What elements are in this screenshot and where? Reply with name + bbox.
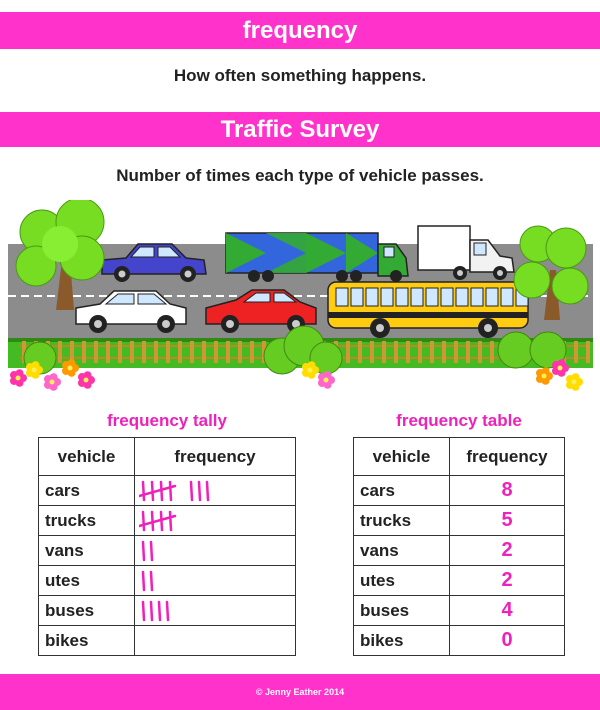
bus-window [426, 288, 438, 306]
column-header-frequency: frequency [450, 438, 565, 476]
table-row [39, 506, 296, 536]
tally-stroke [143, 542, 144, 560]
tally-marks [139, 568, 165, 594]
fence-post [358, 341, 362, 363]
title-banner [0, 12, 600, 49]
tally-marks-cell [135, 626, 296, 656]
table-row [39, 626, 296, 656]
fence-post [586, 341, 590, 363]
tally-stroke [143, 482, 144, 500]
frequency-count-cell: 4 [450, 596, 565, 626]
fence-post [346, 341, 350, 363]
vehicle-cell: cars [354, 476, 450, 506]
flower [78, 371, 95, 389]
tally-stroke [207, 482, 208, 500]
copyright-credit: © Jenny Eather 2014 [255, 687, 345, 697]
fence-post [106, 341, 110, 363]
vehicle-cell: buses [354, 596, 450, 626]
tally-marks-cell [135, 506, 296, 536]
fence-post [382, 341, 386, 363]
fence-post [226, 341, 230, 363]
bus-window [366, 288, 378, 306]
tally-marks-cell [135, 476, 296, 506]
bus-window [456, 288, 468, 306]
tally-marks [139, 478, 221, 504]
tally-stroke [170, 482, 171, 500]
fence-post [154, 341, 158, 363]
vehicle-cell: buses [39, 596, 135, 626]
frequency-count-cell: 2 [450, 566, 565, 596]
fence-post [118, 341, 122, 363]
tally-marks [139, 598, 181, 624]
vehicle-cell: trucks [354, 506, 450, 536]
fence-post [394, 341, 398, 363]
tally-marks [139, 508, 197, 534]
traffic-scene-illustration [0, 200, 600, 400]
frequency-count-cell: 5 [450, 506, 565, 536]
tally-stroke [199, 482, 200, 500]
vehicle-cell: utes [39, 566, 135, 596]
fence-post [166, 341, 170, 363]
flower [318, 371, 335, 389]
table-row [39, 536, 296, 566]
vehicle-cell: vans [354, 536, 450, 566]
fence-post [238, 341, 242, 363]
tally-table [38, 437, 296, 656]
tally-stroke [170, 512, 171, 530]
frequency-table-title: frequency table [396, 411, 522, 430]
column-header-frequency: frequency [135, 438, 296, 476]
fence-post [466, 341, 470, 363]
vehicle-cell: trucks [39, 506, 135, 536]
survey-caption: Number of times each type of vehicle passes. [116, 166, 484, 185]
tally-stroke [143, 572, 144, 590]
table-row [354, 536, 565, 566]
tally-stroke [191, 482, 192, 500]
fence-post [202, 341, 206, 363]
table-row [39, 566, 296, 596]
section-banner [0, 112, 600, 147]
fence-post [418, 341, 422, 363]
footer-banner [0, 674, 600, 710]
frequency-count-cell: 8 [450, 476, 565, 506]
tally-stroke [151, 542, 152, 560]
fence-post [454, 341, 458, 363]
tally-stroke [159, 602, 160, 620]
table-header-row [354, 438, 565, 476]
fence-post [178, 341, 182, 363]
tally-stroke [143, 602, 144, 620]
table-row [354, 596, 565, 626]
column-header-vehicle: vehicle [39, 438, 135, 476]
vehicle-cell: cars [39, 476, 135, 506]
fence-post [478, 341, 482, 363]
tally-marks-cell [135, 536, 296, 566]
frequency-count-cell: 0 [450, 626, 565, 656]
vehicle-cell: vans [39, 536, 135, 566]
vehicle-cell: bikes [39, 626, 135, 656]
tally-table-title: frequency tally [107, 411, 227, 430]
table-header-row [39, 438, 296, 476]
tally-stroke [143, 512, 144, 530]
page-title: frequency [242, 17, 358, 44]
bus-window [396, 288, 408, 306]
bus-window [336, 288, 348, 306]
flower [44, 373, 61, 391]
bus-window [411, 288, 423, 306]
fence-post [58, 341, 62, 363]
section-title: Traffic Survey [220, 116, 380, 143]
bus-window [441, 288, 453, 306]
bus-window [501, 288, 513, 306]
frequency-count-cell: 2 [450, 536, 565, 566]
fence-post [574, 341, 578, 363]
tally-stroke [167, 602, 168, 620]
fence-post [142, 341, 146, 363]
column-header-vehicle: vehicle [354, 438, 450, 476]
tally-marks-cell [135, 596, 296, 626]
tally-stroke [151, 572, 152, 590]
fence-post [250, 341, 254, 363]
table-row [39, 476, 296, 506]
fence-post [214, 341, 218, 363]
definition-text: How often something happens. [173, 66, 427, 85]
flower [566, 373, 583, 391]
table-row [354, 566, 565, 596]
table-row [354, 476, 565, 506]
table-row [354, 506, 565, 536]
fence-post [406, 341, 410, 363]
bus-window [381, 288, 393, 306]
frequency-table [353, 437, 565, 656]
fence-post [190, 341, 194, 363]
fence-post [94, 341, 98, 363]
tally-stroke [151, 602, 152, 620]
fence-post [430, 341, 434, 363]
bus-window [486, 288, 498, 306]
table-row [39, 596, 296, 626]
fence-post [442, 341, 446, 363]
fence-post [370, 341, 374, 363]
fence-post [82, 341, 86, 363]
tally-marks [139, 538, 165, 564]
fence-post [130, 341, 134, 363]
tally-marks-cell [135, 566, 296, 596]
bus-window [351, 288, 363, 306]
vehicle-cell: bikes [354, 626, 450, 656]
fence-post [490, 341, 494, 363]
table-row [354, 626, 565, 656]
bus-window [471, 288, 483, 306]
flower [536, 367, 553, 385]
flower [10, 369, 27, 387]
vehicle-cell: utes [354, 566, 450, 596]
